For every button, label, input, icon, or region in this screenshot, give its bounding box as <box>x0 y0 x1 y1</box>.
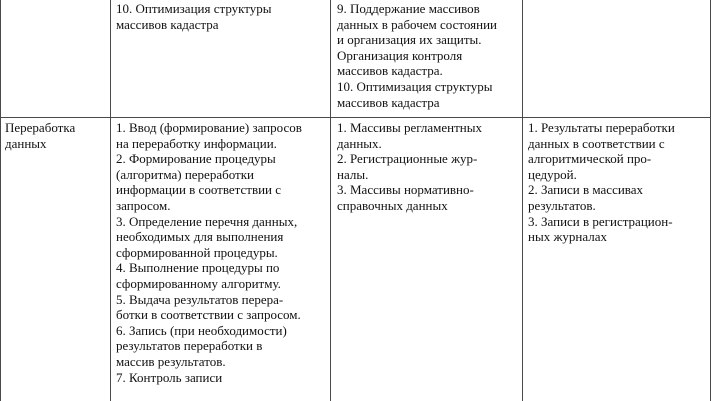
table-cell-arrays: 1. Массивы регламентных данных. 2. Регистрационные жур- налы. 3. Массивы нормативно- справочных данных <box>337 120 482 213</box>
table-border-left <box>0 0 1 401</box>
table-cell-process <box>5 1 108 116</box>
table-row-divider <box>0 117 711 118</box>
table-cell-operations: 1. Ввод (формирование) запросов на переработку информации. 2. Формирование процедуры (алгоритма) переработки информации в соответствии с запросом. 3. Определение перечня данных, необходимых для выполнения сформированной процедуры. 4. Выполнение процедуры по сформированному алгоритму. 5. Выдача результатов перера- ботки в соответствии с запросом. 6. Запись (при необходимости) результатов переработки в массив результатов. 7. Контроль записи <box>116 120 302 385</box>
table-cell-operations: 10. Оптимизация структуры массивов кадастра <box>116 1 272 32</box>
table-cell-arrays: 9. Поддержание массивов данных в рабочем состоянии и организация их защиты. Организация контроля массивов кадастра. 10. Оптимизация структуры массивов кадастра <box>337 1 497 110</box>
table-column-divider-3 <box>522 0 523 401</box>
table-cell-results: 1. Результаты переработки данных в соответствии с алгоритмической про- цедурой. 2. Записи в массивах результатов. 3. Записи в регистрацион- ных журналах <box>528 120 675 245</box>
table-cell-process: Переработка данных <box>5 120 76 151</box>
table-column-divider-1 <box>110 0 111 401</box>
table-cell-results <box>528 1 708 116</box>
table-column-divider-2 <box>330 0 331 401</box>
